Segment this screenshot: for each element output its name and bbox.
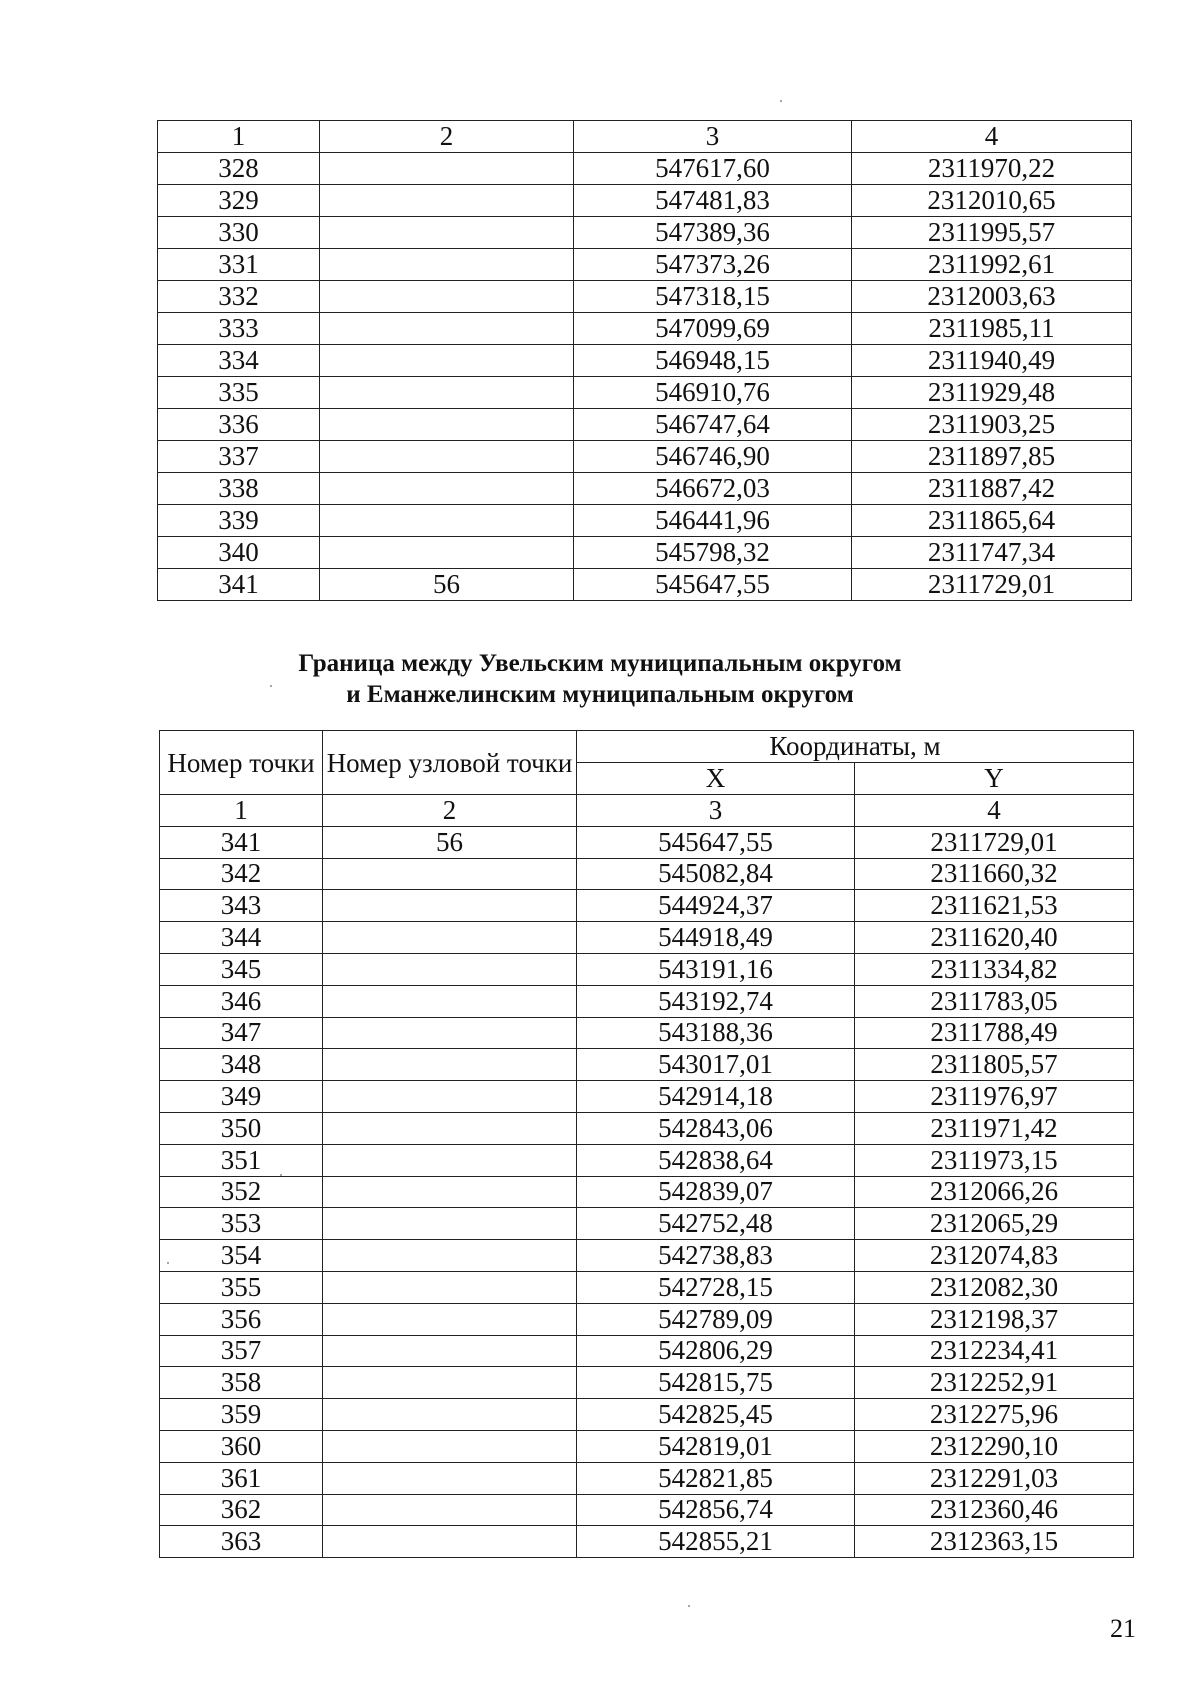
point-number-cell: 344	[160, 922, 323, 954]
point-number-cell: 332	[158, 281, 320, 313]
x-coordinate-cell: 545647,55	[577, 826, 855, 858]
table-row	[158, 313, 1132, 345]
table-row	[160, 1049, 1134, 1081]
point-number-cell: 328	[158, 153, 320, 185]
y-coordinate-cell: 2312234,41	[855, 1335, 1134, 1367]
x-coordinate-cell: 542806,29	[577, 1335, 855, 1367]
y-coordinate-cell: 2311940,49	[852, 345, 1132, 377]
table-row	[160, 1526, 1134, 1558]
point-number-cell: 345	[160, 953, 323, 985]
table-row	[158, 441, 1132, 473]
section-heading-line-1: Граница между Увельским муниципальным округом	[298, 650, 902, 677]
node-number-cell	[323, 1303, 577, 1335]
x-coordinate-cell: 542839,07	[577, 1176, 855, 1208]
y-coordinate-cell: 2311976,97	[855, 1081, 1134, 1113]
y-coordinate-cell: 2311747,34	[852, 537, 1132, 569]
column-number-cell: 1	[158, 121, 320, 153]
x-coordinate-cell: 542914,18	[577, 1081, 855, 1113]
point-number-cell: 355	[160, 1271, 323, 1303]
node-number-cell	[320, 345, 574, 377]
point-number-cell: 339	[158, 505, 320, 537]
scan-speck	[280, 1174, 282, 1176]
table-row	[160, 1494, 1134, 1526]
point-number-cell: 350	[160, 1112, 323, 1144]
y-coordinate-cell: 2311620,40	[855, 922, 1134, 954]
y-coordinate-cell: 2311805,57	[855, 1049, 1134, 1081]
point-number-cell: 334	[158, 345, 320, 377]
node-number-cell	[320, 441, 574, 473]
header-coordinates: Координаты, м	[577, 731, 1134, 763]
coordinates-table-2-body	[160, 731, 1134, 1558]
table-row	[160, 953, 1134, 985]
x-coordinate-cell: 542825,45	[577, 1399, 855, 1431]
y-coordinate-cell: 2312074,83	[855, 1240, 1134, 1272]
x-coordinate-cell: 547481,83	[574, 185, 852, 217]
node-number-cell	[320, 537, 574, 569]
node-number-cell	[320, 217, 574, 249]
table-row	[158, 249, 1132, 281]
x-coordinate-cell: 542815,75	[577, 1367, 855, 1399]
node-number-cell	[323, 1017, 577, 1049]
x-coordinate-cell: 542789,09	[577, 1303, 855, 1335]
column-number-cell: 1	[160, 795, 323, 827]
table-row	[160, 1081, 1134, 1113]
table-row	[160, 890, 1134, 922]
header-y: Y	[855, 763, 1134, 795]
node-number-cell	[323, 1049, 577, 1081]
table-row	[158, 185, 1132, 217]
point-number-cell: 337	[158, 441, 320, 473]
x-coordinate-cell: 545082,84	[577, 858, 855, 890]
column-number-cell: 3	[577, 795, 855, 827]
table-row	[160, 985, 1134, 1017]
table-row	[160, 1303, 1134, 1335]
x-coordinate-cell: 545798,32	[574, 537, 852, 569]
y-coordinate-cell: 2311621,53	[855, 890, 1134, 922]
node-number-cell	[323, 1081, 577, 1113]
node-number-cell	[320, 153, 574, 185]
table-row	[160, 1367, 1134, 1399]
node-number-cell	[323, 1399, 577, 1431]
y-coordinate-cell: 2312010,65	[852, 185, 1132, 217]
x-coordinate-cell: 543188,36	[577, 1017, 855, 1049]
point-number-cell: 346	[160, 985, 323, 1017]
table-row	[158, 409, 1132, 441]
point-number-cell: 349	[160, 1081, 323, 1113]
y-coordinate-cell: 2312082,30	[855, 1271, 1134, 1303]
node-number-cell	[323, 1240, 577, 1272]
node-number-cell	[320, 409, 574, 441]
x-coordinate-cell: 546746,90	[574, 441, 852, 473]
x-coordinate-cell: 547373,26	[574, 249, 852, 281]
x-coordinate-cell: 542821,85	[577, 1462, 855, 1494]
y-coordinate-cell: 2311992,61	[852, 249, 1132, 281]
x-coordinate-cell: 544918,49	[577, 922, 855, 954]
point-number-cell: 348	[160, 1049, 323, 1081]
point-number-cell: 347	[160, 1017, 323, 1049]
node-number-cell	[323, 1462, 577, 1494]
table-row	[160, 1144, 1134, 1176]
point-number-cell: 363	[160, 1526, 323, 1558]
y-coordinate-cell: 2312291,03	[855, 1462, 1134, 1494]
scan-speck	[167, 1262, 169, 1264]
x-coordinate-cell: 542856,74	[577, 1494, 855, 1526]
node-number-cell	[320, 505, 574, 537]
point-number-cell: 335	[158, 377, 320, 409]
table-row	[160, 1430, 1134, 1462]
y-coordinate-cell: 2312360,46	[855, 1494, 1134, 1526]
node-number-cell	[323, 1112, 577, 1144]
point-number-cell: 358	[160, 1367, 323, 1399]
table-row	[158, 281, 1132, 313]
point-number-cell: 356	[160, 1303, 323, 1335]
scan-speck	[688, 1605, 690, 1607]
point-number-cell: 361	[160, 1462, 323, 1494]
column-number-cell: 2	[320, 121, 574, 153]
node-number-cell	[320, 249, 574, 281]
table-row	[158, 345, 1132, 377]
y-coordinate-cell: 2312198,37	[855, 1303, 1134, 1335]
table-row	[160, 1017, 1134, 1049]
x-coordinate-cell: 546441,96	[574, 505, 852, 537]
point-number-cell: 330	[158, 217, 320, 249]
y-coordinate-cell: 2311865,64	[852, 505, 1132, 537]
x-coordinate-cell: 547389,36	[574, 217, 852, 249]
point-number-cell: 342	[160, 858, 323, 890]
y-coordinate-cell: 2311334,82	[855, 953, 1134, 985]
node-number-cell	[323, 922, 577, 954]
y-coordinate-cell: 2311985,11	[852, 313, 1132, 345]
x-coordinate-cell: 543017,01	[577, 1049, 855, 1081]
y-coordinate-cell: 2312065,29	[855, 1208, 1134, 1240]
point-number-cell: 338	[158, 473, 320, 505]
y-coordinate-cell: 2311903,25	[852, 409, 1132, 441]
table-row	[158, 537, 1132, 569]
node-number-cell	[323, 1144, 577, 1176]
section-heading-line-2: и Еманжелинским муниципальным округом	[346, 681, 854, 708]
node-number-cell	[323, 858, 577, 890]
x-coordinate-cell: 546910,76	[574, 377, 852, 409]
table-row	[158, 377, 1132, 409]
node-number-cell	[323, 1335, 577, 1367]
x-coordinate-cell: 542738,83	[577, 1240, 855, 1272]
node-number-cell	[320, 377, 574, 409]
point-number-cell: 354	[160, 1240, 323, 1272]
table-row	[160, 1335, 1134, 1367]
header-point-number: Номер точки	[160, 731, 323, 795]
node-number-cell	[323, 1208, 577, 1240]
page-number: 21	[1110, 1614, 1136, 1643]
point-number-cell: 351	[160, 1144, 323, 1176]
x-coordinate-cell: 542838,64	[577, 1144, 855, 1176]
table-row	[158, 473, 1132, 505]
point-number-cell: 343	[160, 890, 323, 922]
table-header-row	[160, 731, 1134, 763]
table-row	[158, 569, 1132, 601]
column-number-cell: 3	[574, 121, 852, 153]
table-row	[160, 1399, 1134, 1431]
x-coordinate-cell: 543192,74	[577, 985, 855, 1017]
point-number-cell: 329	[158, 185, 320, 217]
y-coordinate-cell: 2312290,10	[855, 1430, 1134, 1462]
table-row	[160, 922, 1134, 954]
y-coordinate-cell: 2311995,57	[852, 217, 1132, 249]
y-coordinate-cell: 2311897,85	[852, 441, 1132, 473]
x-coordinate-cell: 547318,15	[574, 281, 852, 313]
node-number-cell	[323, 1494, 577, 1526]
column-number-cell: 2	[323, 795, 577, 827]
y-coordinate-cell: 2311973,15	[855, 1144, 1134, 1176]
node-number-cell	[323, 1430, 577, 1462]
point-number-cell: 341	[160, 826, 323, 858]
table-row	[160, 1240, 1134, 1272]
table-row	[158, 217, 1132, 249]
x-coordinate-cell: 544924,37	[577, 890, 855, 922]
node-number-cell	[323, 953, 577, 985]
scan-speck	[270, 685, 272, 687]
point-number-cell: 360	[160, 1430, 323, 1462]
node-number-cell	[323, 985, 577, 1017]
x-coordinate-cell: 546672,03	[574, 473, 852, 505]
x-coordinate-cell: 546948,15	[574, 345, 852, 377]
y-coordinate-cell: 2311729,01	[852, 569, 1132, 601]
x-coordinate-cell: 542843,06	[577, 1112, 855, 1144]
node-number-cell	[323, 890, 577, 922]
y-coordinate-cell: 2311929,48	[852, 377, 1132, 409]
node-number-cell	[323, 1367, 577, 1399]
table-number-row	[160, 795, 1134, 827]
header-node-number: Номер узловой точки	[323, 731, 577, 795]
y-coordinate-cell: 2311788,49	[855, 1017, 1134, 1049]
node-number-cell	[320, 281, 574, 313]
table-row	[160, 1176, 1134, 1208]
point-number-cell: 341	[158, 569, 320, 601]
point-number-cell: 359	[160, 1399, 323, 1431]
node-number-cell	[323, 1526, 577, 1558]
x-coordinate-cell: 542855,21	[577, 1526, 855, 1558]
header-x: X	[577, 763, 855, 795]
y-coordinate-cell: 2311783,05	[855, 985, 1134, 1017]
x-coordinate-cell: 542728,15	[577, 1271, 855, 1303]
point-number-cell: 353	[160, 1208, 323, 1240]
table-row	[160, 1271, 1134, 1303]
x-coordinate-cell: 543191,16	[577, 953, 855, 985]
point-number-cell: 352	[160, 1176, 323, 1208]
table-row	[160, 1462, 1134, 1494]
x-coordinate-cell: 546747,64	[574, 409, 852, 441]
y-coordinate-cell: 2311887,42	[852, 473, 1132, 505]
y-coordinate-cell: 2312003,63	[852, 281, 1132, 313]
node-number-cell: 56	[323, 826, 577, 858]
point-number-cell: 331	[158, 249, 320, 281]
x-coordinate-cell: 542752,48	[577, 1208, 855, 1240]
section-heading	[0, 648, 1200, 710]
node-number-cell	[320, 473, 574, 505]
node-number-cell	[320, 313, 574, 345]
node-number-cell	[323, 1271, 577, 1303]
scan-speck	[780, 100, 782, 102]
table-row	[158, 153, 1132, 185]
y-coordinate-cell: 2311970,22	[852, 153, 1132, 185]
column-number-cell: 4	[855, 795, 1134, 827]
point-number-cell: 333	[158, 313, 320, 345]
y-coordinate-cell: 2312363,15	[855, 1526, 1134, 1558]
table-row	[158, 505, 1132, 537]
point-number-cell: 362	[160, 1494, 323, 1526]
table-row	[160, 858, 1134, 890]
node-number-cell	[320, 185, 574, 217]
coordinates-table-1	[157, 120, 1132, 601]
x-coordinate-cell: 545647,55	[574, 569, 852, 601]
y-coordinate-cell: 2312252,91	[855, 1367, 1134, 1399]
y-coordinate-cell: 2311729,01	[855, 826, 1134, 858]
x-coordinate-cell: 547099,69	[574, 313, 852, 345]
table-row	[160, 1208, 1134, 1240]
table-row	[160, 826, 1134, 858]
y-coordinate-cell: 2311660,32	[855, 858, 1134, 890]
coordinates-table-2	[159, 730, 1134, 1558]
point-number-cell: 340	[158, 537, 320, 569]
y-coordinate-cell: 2312066,26	[855, 1176, 1134, 1208]
node-number-cell: 56	[320, 569, 574, 601]
node-number-cell	[323, 1176, 577, 1208]
point-number-cell: 357	[160, 1335, 323, 1367]
y-coordinate-cell: 2311971,42	[855, 1112, 1134, 1144]
column-number-cell: 4	[852, 121, 1132, 153]
point-number-cell: 336	[158, 409, 320, 441]
x-coordinate-cell: 547617,60	[574, 153, 852, 185]
table-header-row	[158, 121, 1132, 153]
table-row	[160, 1112, 1134, 1144]
y-coordinate-cell: 2312275,96	[855, 1399, 1134, 1431]
x-coordinate-cell: 542819,01	[577, 1430, 855, 1462]
coordinates-table-1-body	[158, 121, 1132, 601]
